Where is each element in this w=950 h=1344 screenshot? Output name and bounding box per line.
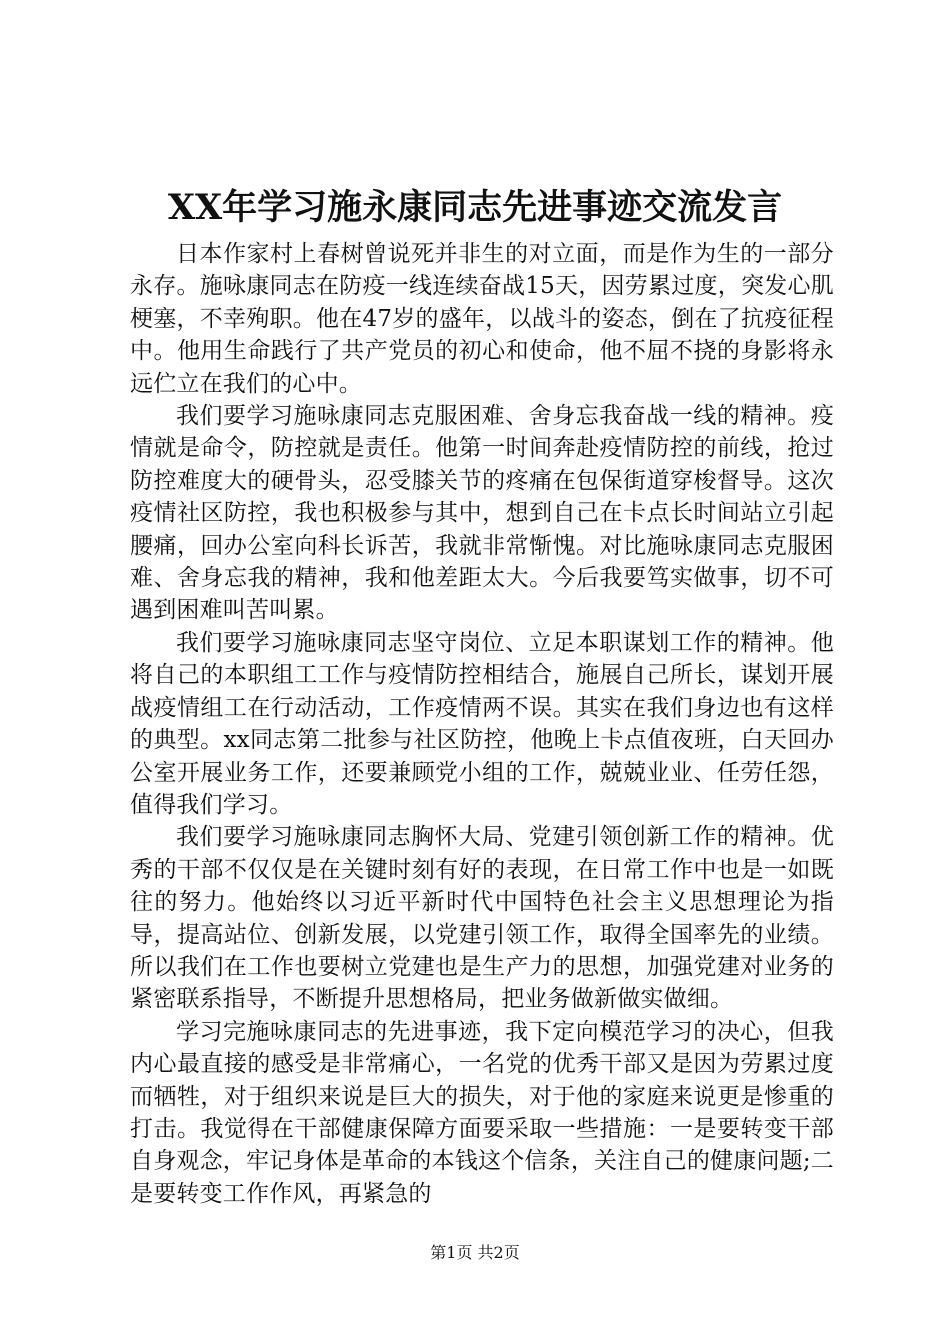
document-body [130, 238, 834, 1210]
document-title: XX年学习施永康同志先进事迹交流发言 [167, 187, 783, 228]
paragraph-1: 日本作家村上春树曾说死并非生的对立面，而是作为生的一部分永存。施咏康同志在防疫一线连续奋战15天，因劳累过度，突发心肌梗塞，不幸殉职。他在47岁的盛年，以战斗的姿态，倒在了抗疫征程中。他用生命践行了共产党员的初心和使命，他不屈不挠的身影将永远伫立在我们的心中。 [130, 241, 834, 397]
paragraph-3: 我们要学习施咏康同志坚守岗位、立足本职谋划工作的精神。他将自己的本职组工工作与疫情防控相结合，施展自己所长，谋划开展战疫情组工在行动活动，工作疫情两不误。其实在我们身边也有这样的典型。xx同志第二批参与社区防控，他晚上卡点值夜班，白天回办公室开展业务工作，还要兼顾党小组的工作，兢兢业业、任劳任怨，值得我们学习。 [130, 629, 834, 818]
paragraph-4: 我们要学习施咏康同志胸怀大局、党建引领创新工作的精神。优秀的干部不仅仅是在关键时刻有好的表现，在日常工作中也是一如既往的努力。他始终以习近平新时代中国特色社会主义思想理论为指导，提高站位、创新发展，以党建引领工作，取得全国率先的业绩。所以我们在工作也要树立党建也是生产力的思想，加强党建对业务的紧密联系指导，不断提升思想格局，把业务做新做实做细。 [130, 824, 834, 1013]
page-number-footer: 第1页 共2页 [430, 1243, 520, 1262]
paragraph-5: 学习完施咏康同志的先进事迹，我下定向模范学习的决心，但我内心最直接的感受是非常痛心，一名党的优秀干部又是因为劳累过度而牺牲，对于组织来说是巨大的损失，对于他的家庭来说更是惨重的打击。我觉得在干部健康保障方面要采取一些措施：一是要转变干部自身观念，牢记身体是革命的本钱这个信条，关注自己的健康问题;二是要转变工作作风，再紧急的 [130, 1018, 834, 1207]
paragraph-2: 我们要学习施咏康同志克服困难、舍身忘我奋战一线的精神。疫情就是命令，防控就是责任。他第一时间奔赴疫情防控的前线，抢过防控难度大的硬骨头，忍受膝关节的疼痛在包保街道穿梭督导。这次疫情社区防控，我也积极参与其中，想到自己在卡点长时间站立引起腰痛，回办公室向科长诉苦，我就非常惭愧。对比施咏康同志克服困难、舍身忘我的精神，我和他差距太大。今后我要笃实做事，切不可遇到困难叫苦叫累。 [130, 403, 834, 624]
